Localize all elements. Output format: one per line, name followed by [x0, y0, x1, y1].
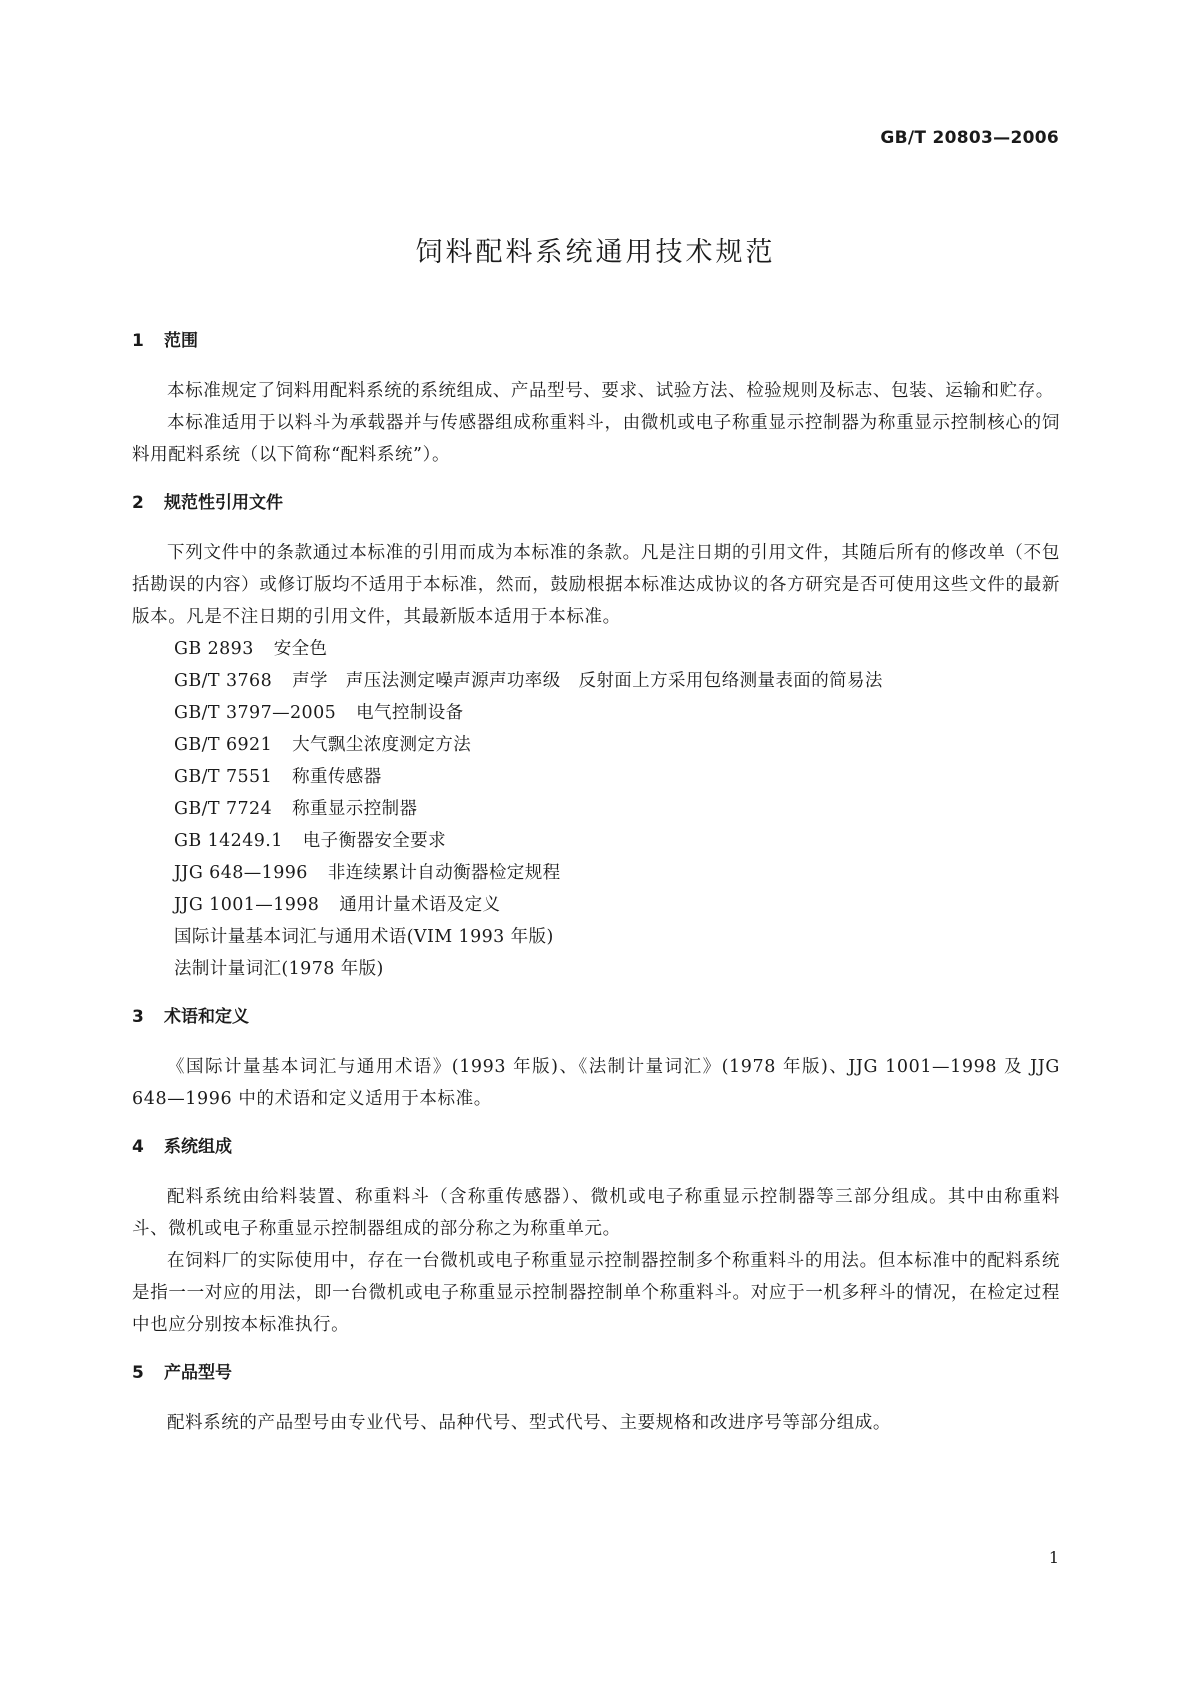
reference-item: [132, 857, 1060, 889]
reference-item: [132, 825, 1060, 857]
reference-item: [132, 729, 1060, 761]
section-title: 规范性引用文件: [164, 493, 283, 513]
section-number: 1: [132, 331, 144, 351]
reference-item: [132, 793, 1060, 825]
reference-title: 法制计量词汇(1978 年版): [174, 959, 384, 979]
reference-item: [132, 697, 1060, 729]
reference-code: GB/T 7551: [174, 767, 273, 787]
reference-code: GB 14249.1: [174, 831, 283, 851]
reference-item: [132, 761, 1060, 793]
section-number: 2: [132, 493, 144, 513]
reference-title: 国际计量基本词汇与通用术语(VIM 1993 年版): [174, 927, 554, 947]
reference-title: 称重显示控制器: [292, 799, 418, 819]
paragraph: 在饲料厂的实际使用中，存在一台微机或电子称重显示控制器控制多个称重料斗的用法。但本标准中的配料系统是指一一对应的用法，即一台微机或电子称重显示控制器控制单个称重料斗。对应于一机多秤斗的情况，在检定过程中也应分别按本标准执行。: [132, 1251, 1060, 1335]
paragraph: 配料系统由给料装置、称重料斗（含称重传感器）、微机或电子称重显示控制器等三部分组成。其中由称重料斗、微机或电子称重显示控制器组成的部分称之为称重单元。: [132, 1187, 1060, 1239]
reference-code: JJG 1001—1998: [174, 895, 320, 915]
reference-item: [132, 665, 1060, 697]
page-number: 1: [1048, 1548, 1059, 1567]
section-number: 4: [132, 1137, 144, 1157]
standard-code: GB/T 20803—2006: [880, 128, 1059, 148]
document-title: 饲料配料系统通用技术规范: [415, 237, 776, 268]
section-number: 5: [132, 1363, 144, 1383]
reference-code: GB/T 3797—2005: [174, 703, 337, 723]
reference-title: 声学 声压法测定噪声源声功率级 反射面上方采用包络测量表面的简易法: [292, 671, 883, 691]
reference-code: JJG 648—1996: [174, 863, 308, 883]
reference-title: 通用计量术语及定义: [339, 895, 501, 915]
paragraph: 下列文件中的条款通过本标准的引用而成为本标准的条款。凡是注日期的引用文件，其随后所有的修改单（不包括勘误的内容）或修订版均不适用于本标准，然而，鼓励根据本标准达成协议的各方研究是否可使用这些文件的最新版本。凡是不注日期的引用文件，其最新版本适用于本标准。: [132, 543, 1060, 627]
section-heading: [132, 327, 1060, 355]
paragraph: 《国际计量基本词汇与通用术语》(1993 年版)、《法制计量词汇》(1978 年版)、JJG 1001—1998 及 JJG 648—1996 中的术语和定义适用于本标准。: [132, 1057, 1060, 1109]
section-title: 系统组成: [164, 1137, 232, 1157]
reference-title: 大气飘尘浓度测定方法: [292, 735, 472, 755]
section-heading: [132, 489, 1060, 517]
reference-item: [132, 633, 1060, 665]
document-body: [132, 327, 1060, 1439]
section-heading: [132, 1003, 1060, 1031]
reference-title: 非连续累计自动衡器检定规程: [327, 863, 561, 883]
reference-item: [132, 889, 1060, 921]
reference-code: GB/T 7724: [174, 799, 273, 819]
section-title: 产品型号: [164, 1363, 232, 1383]
section-title: 范围: [164, 331, 198, 351]
paragraph: 配料系统的产品型号由专业代号、品种代号、型式代号、主要规格和改进序号等部分组成。: [167, 1413, 891, 1433]
section-number: 3: [132, 1007, 144, 1027]
section-heading: [132, 1359, 1060, 1387]
reference-code: GB/T 6921: [174, 735, 273, 755]
reference-title: 电子衡器安全要求: [302, 831, 446, 851]
reference-title: 电气控制设备: [356, 703, 464, 723]
reference-code: GB/T 3768: [174, 671, 273, 691]
section-title: 术语和定义: [164, 1007, 249, 1027]
reference-title: 安全色: [273, 639, 328, 659]
reference-code: GB 2893: [174, 639, 254, 659]
section-heading: [132, 1133, 1060, 1161]
paragraph: 本标准规定了饲料用配料系统的系统组成、产品型号、要求、试验方法、检验规则及标志、包装、运输和贮存。: [167, 381, 1054, 401]
paragraph: 本标准适用于以料斗为承载器并与传感器组成称重料斗，由微机或电子称重显示控制器为称重显示控制核心的饲料用配料系统（以下简称“配料系统”）。: [132, 413, 1060, 465]
reference-item: [132, 953, 1060, 985]
reference-item: [132, 921, 1060, 953]
reference-title: 称重传感器: [292, 767, 382, 787]
